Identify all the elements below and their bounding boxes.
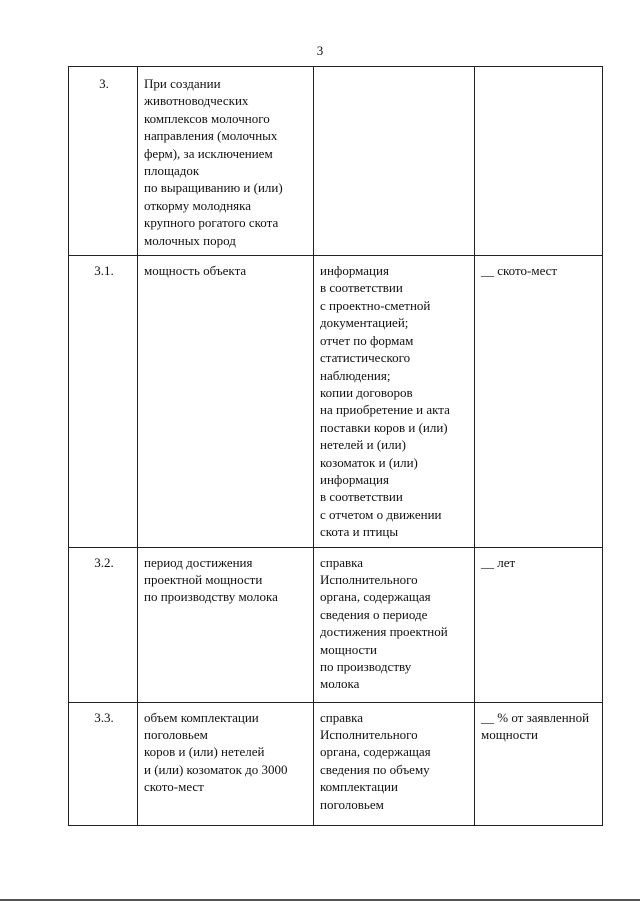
row-number: 3.3. (69, 702, 138, 825)
indicator-cell: мощность объекта (138, 256, 314, 548)
indicator-cell: период достижения проектной мощности по производству молока (138, 547, 314, 702)
table-row (69, 702, 603, 825)
source-cell: информация в соответствии с проектно-сметной документацией; отчет по формам статистического наблюдения; копии договоров на приобретение и акта поставки коров и (или) нетелей и (или) козоматок и (или) информация в соответствии с отчетом о движении скота и птицы (314, 256, 475, 548)
row-number: 3.2. (69, 547, 138, 702)
source-cell: справка Исполнительного органа, содержащая сведения о периоде достижения проектной мощности по производству молока (314, 547, 475, 702)
page-bottom-rule (0, 899, 640, 901)
page-number: 3 (316, 43, 324, 58)
source-cell: справка Исполнительного органа, содержащая сведения по объему комплектации поголовьем (314, 702, 475, 825)
indicator-cell: объем комплектации поголовьем коров и (или) нетелей и (или) козоматок до 3000 ското-мест (138, 702, 314, 825)
row-number: 3. (69, 67, 138, 256)
table-row (69, 256, 603, 548)
unit-cell: __ ското-мест (475, 256, 603, 548)
unit-cell: __ лет (475, 547, 603, 702)
table-row (69, 67, 603, 256)
unit-cell (475, 67, 603, 256)
indicators-table (68, 66, 603, 826)
indicator-cell: При создании животноводческих комплексов молочного направления (молочных ферм), за исключением площадок по выращиванию и (или) откорму молодняка крупного рогатого скота молочных пород (138, 67, 314, 256)
row-number: 3.1. (69, 256, 138, 548)
unit-cell: __ % от заявленной мощности (475, 702, 603, 825)
source-cell (314, 67, 475, 256)
table-row (69, 547, 603, 702)
